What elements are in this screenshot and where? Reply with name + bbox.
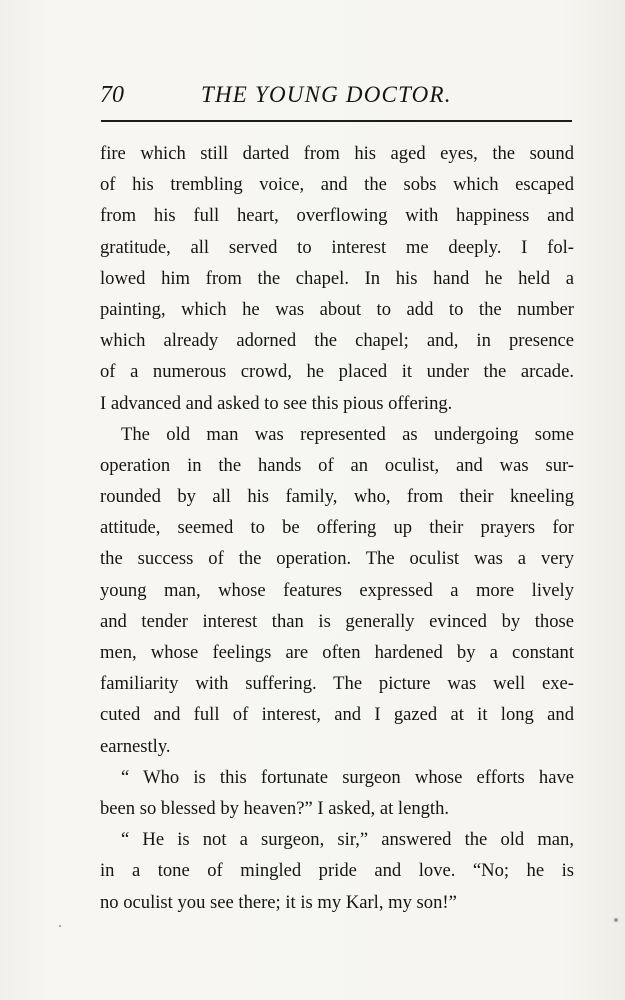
text-line: “ He is not a surgeon, sir,” answered the old man, [121,829,574,851]
text-line: operation in the hands of an oculist, and was sur- [100,454,574,476]
text-line: no oculist you see there; it is my Karl, my son!” [100,891,457,913]
header-rule [101,120,572,122]
text-line: lowed him from the chapel. In his hand he held a [100,267,574,289]
text-line: The old man was represented as undergoing some [121,423,574,445]
text-line: of a numerous crowd, he placed it under the arcade. [100,361,574,383]
text-line: which already adorned the chapel; and, in presence [100,330,574,352]
text-line: I advanced and asked to see this pious offering. [100,392,453,414]
text-line: in a tone of mingled pride and love. “No; he is [100,860,574,882]
text-line: painting, which he was about to add to the number [100,298,574,320]
text-line: been so blessed by heaven?” I asked, at length. [100,797,450,819]
text-line: and tender interest than is generally evinced by those [100,610,574,632]
text-line: from his full heart, overflowing with happiness and [100,205,574,227]
body-text [100,138,574,918]
text-line: men, whose feelings are often hardened by a constant [100,642,574,663]
text-line: rounded by all his family, who, from their kneeling [100,486,574,508]
text-line: gratitude, all served to interest me deeply. I fol- [100,236,574,258]
text-line: “ Who is this fortunate surgeon whose efforts have [121,766,574,788]
print-speck [59,925,61,927]
page-number: 70 [100,82,124,108]
text-line: familiarity with suffering. The picture was well exe- [100,673,574,695]
text-line: cuted and full of interest, and I gazed at it long and [100,704,574,726]
text-line: fire which still darted from his aged eyes, the sound [100,143,574,164]
page-header [98,80,573,110]
text-line: earnestly. [100,735,171,757]
print-speck [614,918,618,922]
running-title: THE YOUNG DOCTOR. [201,82,452,107]
text-line: of his trembling voice, and the sobs which escaped [100,174,574,196]
text-line: young man, whose features expressed a more lively [100,579,574,601]
text-line: attitude, seemed to be offering up their prayers for [100,517,574,539]
text-line: the success of the operation. The oculist was a very [100,548,574,570]
